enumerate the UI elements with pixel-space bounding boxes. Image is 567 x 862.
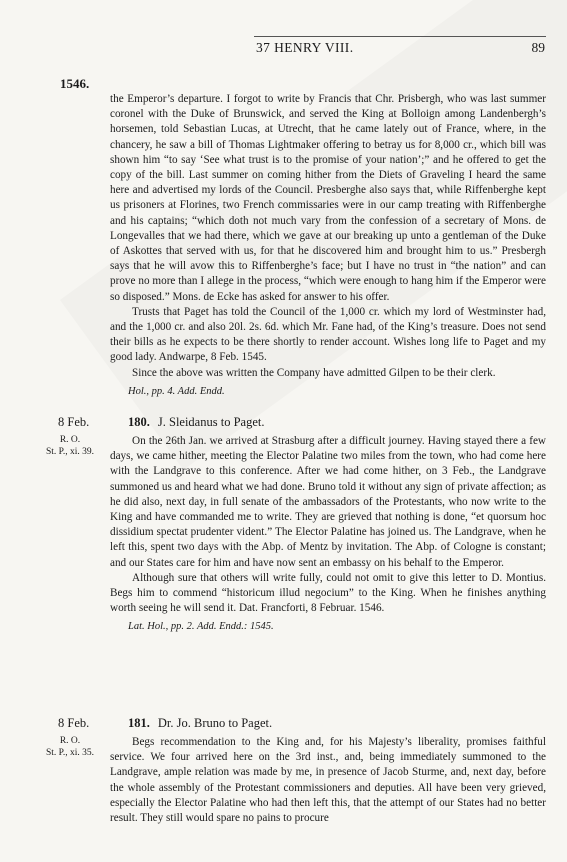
entry-heading [128, 415, 264, 430]
entry-number: 181. [128, 716, 150, 730]
paragraph: the Emperor’s departure. I forgot to write by Francis that Chr. Prisbergh, who was last summer coronel with the Duke of Brunswick, and served the King at Bolloign among Landenbergh’s horsemen, told Sebastian Lucas, at Utrecht, that he came lately out of France, where, in the chancery, he saw a bill of Thomas Lightmaker offering to betray us for 8,000 cr., which bill was shown him “to say ‘See what trust is to the promise of your nation’;” and he offered to get the copy of the bill. Last summer on coming hither from the Diets of Graveling I heard the same here and advertised my lords of the Council. Presberghe also says that, while Riffenberghe kept us prisoners at Florines, two French commissaries were in our camp treating with Riffenberghe and his captains; “which doth not much vary from the confession of a secretary of Mons. de Longevalles that we had there, which we gave at our breaking up unto a gentleman of the Duke of Askottes that served with us, for that he discovered him and brought him to us.” Presbergh says that he will avow this to Riffenberghe’s face; but I have no trust in “the nation” and can prove no more than I allege in the process, “which were enough to hang him if the Emperor were so disposed.” Mons. de Ecke has asked for answer to his offer. [110, 93, 546, 303]
header-rule [254, 36, 546, 37]
margin-ref-source: R. O. [59, 736, 81, 746]
paragraph: On the 26th Jan. we arrived at Strasburg after a difficult journey. Having stayed there a few days, we came hither, meeting the Elector Palatine two miles from the town, who had come here with the Landgrave to this conference. After we had come hither, on 3 Feb., the Landgrave summoned us and heard what we had done. Bruno told it without any sign of private affection; as he did also, next day, in full senate of the ambassadors of the Protestants, who now write to the King and have commanded me to write. They are grieved that nothing is done, “et quorsum hoc dissidium spectat prudenter vident.” The Elector Palatine has joined us. The Landgrave, when he left this, spent two days with the Abp. of Mentz by invitation. The Abp. of Cologne is constant; and our States care for him and have now sent an embassy on his behalf to the Emperor. [110, 435, 547, 569]
entry-continuation [110, 92, 546, 399]
page-number: 89 [531, 40, 545, 55]
entry-heading [128, 716, 272, 731]
entry-title: Dr. Jo. Bruno to Paget. [157, 716, 273, 730]
paragraph: Trusts that Paget has told the Council of the 1,000 cr. which my lord of Westminster had, and the 1,000 cr. and also 20l. 2s. 6d. which Mr. Fane had, of the King’s treasure. Does not send their bills as he expects to be there shortly to render account. Wishes long life to Paget and my good lady. Andwarpe, 8 Feb. 1545. [110, 305, 546, 364]
margin-reference [30, 735, 110, 759]
entry-body [110, 434, 546, 635]
entry-title: J. Sleidanus to Paget. [157, 415, 265, 429]
footnote: Hol., pp. 4. Add. Endd. [128, 385, 225, 397]
footnote: Lat. Hol., pp. 2. Add. Endd.: 1545. [128, 621, 274, 633]
margin-ref-source: R. O. [59, 435, 81, 445]
margin-reference [30, 434, 110, 458]
entry-date: 8 Feb. [58, 716, 90, 730]
margin-ref-citation: St. P., xi. 39. [45, 447, 95, 457]
paragraph: Although sure that others will write fully, could not omit to give this letter to D. Montius. Begs him to commend “historicum illud negocium” to the King. When he finishes anything worth seeing he will send it. Dat. Francforti, 8 Februar. 1546. [110, 571, 546, 615]
entry-number: 180. [128, 415, 150, 429]
paragraph: Begs recommendation to the King and, for his Majesty’s liberality, promises faithful service. We four arrived here on the 3rd inst., and, being immediately summoned to the Landgrave, ample relation was made by me, in presence of Jacob Sturme, and, next day, before the whole assembly of the Protestant commissioners and deputies. All have been very grieved, especially the Elector Palatine who had then left this, that the attempt of our States had no better result. They still would spare no pains to procure [110, 736, 546, 825]
margin-ref-citation: St. P., xi. 35. [45, 748, 95, 758]
running-head: 37 HENRY VIII. [256, 40, 354, 55]
entry-body [110, 735, 546, 826]
entry-date: 8 Feb. [58, 415, 90, 429]
paragraph: Since the above was written the Company have admitted Gilpen to be their clerk. [132, 366, 496, 379]
year-label: 1546. [60, 76, 90, 91]
